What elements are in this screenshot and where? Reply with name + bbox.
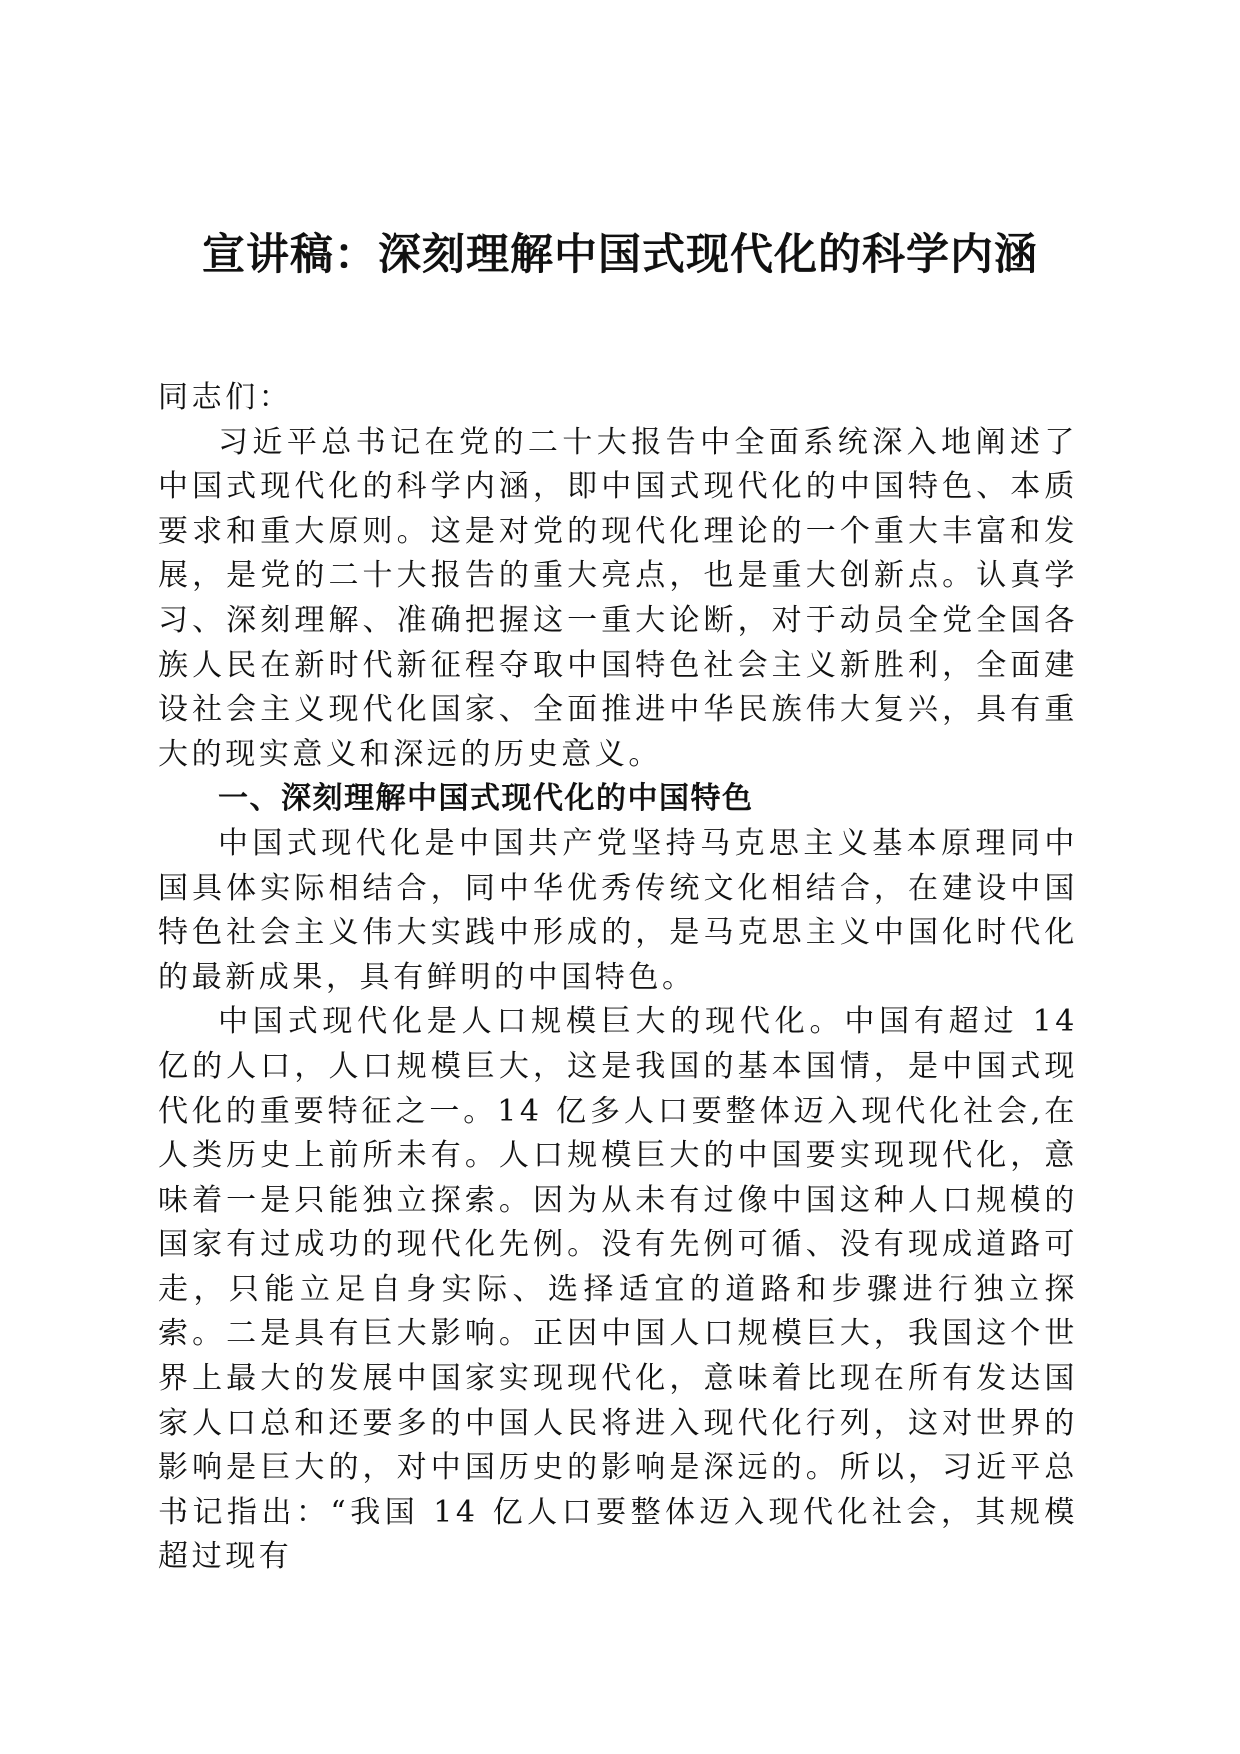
document-title: 宣讲稿：深刻理解中国式现代化的科学内涵 — [202, 230, 1038, 280]
salutation: 同志们： — [158, 380, 293, 415]
intro-paragraph: 习近平总书记在党的二十大报告中全面系统深入地阐述了中国式现代化的科学内涵，即中国式现代化的中国特色、本质要求和重大原则。这是对党的现代化理论的一个重大丰富和发展，是党的二十大报告的重大亮点，也是重大创新点。认真学习、深刻理解、准确把握这一重大论断，对于动员全党全国各族人民在新时代新征程夺取中国特色社会主义新胜利，全面建设社会主义现代化国家、全面推进中华民族伟大复兴，具有重大的现实意义和深远的历史意义。 — [158, 424, 1078, 772]
body-paragraph: 中国式现代化是人口规模巨大的现代化。中国有超过 14 亿的人口，人口规模巨大，这是我国的基本国情，是中国式现代化的重要特征之一。14 亿多人口要整体迈入现代化社会,在人类历史上前所未有。人口规模巨大的中国要实现现代化，意味着一是只能独立探索。因为从未有过像中国这种人口规模的国家有过成功的现代化先例。没有先例可循、没有现成道路可走，只能立足自身实际、选择适宜的道路和步骤进行独立探索。二是具有巨大影响。正因中国人口规模巨大，我国这个世界上最大的发展中国家实现现代化，意味着比现在所有发达国家人口总和还要多的中国人民将进入现代化行列，这对世界的影响是巨大的，对中国历史的影响是深远的。所以，习近平总书记指出：“我国 14 亿人口要整体迈入现代化社会，其规模超过现有 — [158, 1004, 1078, 1575]
document-body — [158, 376, 1078, 1580]
section-heading: 一、深刻理解中国式现代化的中国特色 — [218, 781, 754, 817]
body-paragraph: 中国式现代化是中国共产党坚持马克思主义基本原理同中国具体实际相结合，同中华优秀传统文化相结合，在建设中国特色社会主义伟大实践中形成的，是马克思主义中国化时代化的最新成果，具有鲜明的中国特色。 — [158, 825, 1078, 995]
